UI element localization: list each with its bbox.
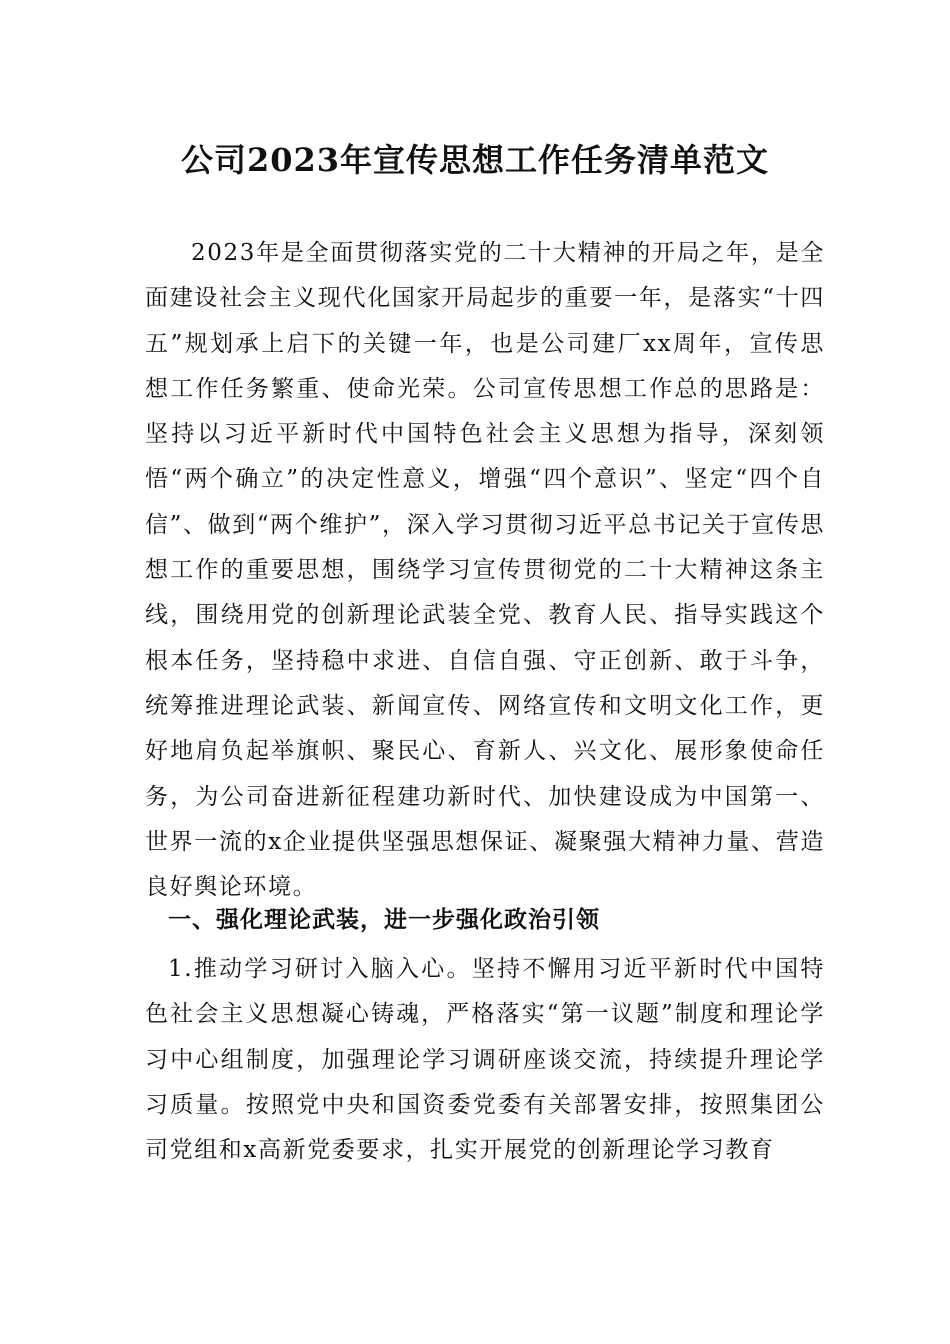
section-heading: 一、强化理论武装，进一步强化政治引领 xyxy=(168,907,600,933)
document-title: 公司2023年宣传思想工作任务清单范文 xyxy=(180,141,770,179)
section-paragraph: 1.推动学习研讨入脑入心。坚持不懈用习近平新时代中国特色社会主义思想凝心铸魂，严格落实“第一议题”制度和理论学习中心组制度，加强理论学习调研座谈交流，持续提升理论学习质量。按照党中央和国资委党委有关部署安排，按照集团公司党组和x高新党委要求，扎实开展党的创新理论学习教育 xyxy=(145,956,825,1164)
intro-paragraph: 2023年是全面贯彻落实党的二十大精神的开局之年，是全面建设社会主义现代化国家开局起步的重要一年，是落实“十四五”规划承上启下的关键一年，也是公司建厂xx周年，宣传思想工作任务繁重、使命光荣。公司宣传思想工作总的思路是：坚持以习近平新时代中国特色社会主义思想为指导，深刻领悟“两个确立”的决定性意义，增强“四个意识”、坚定“四个自信”、做到“两个维护”，深入学习贯彻习近平总书记关于宣传思想工作的重要思想，围绕学习宣传贯彻党的二十大精神这条主线，围绕用党的创新理论武装全党、教育人民、指导实践这个根本任务，坚持稳中求进、自信自强、守正创新、敢于斗争，统筹推进理论武装、新闻宣传、网络宣传和文明文化工作，更好地肩负起举旗帜、聚民心、育新人、兴文化、展形象使命任务，为公司奋进新征程建功新时代、加快建设成为中国第一、世界一流的x企业提供坚强思想保证、凝聚强大精神力量、营造良好舆论环境。 xyxy=(145,240,825,901)
